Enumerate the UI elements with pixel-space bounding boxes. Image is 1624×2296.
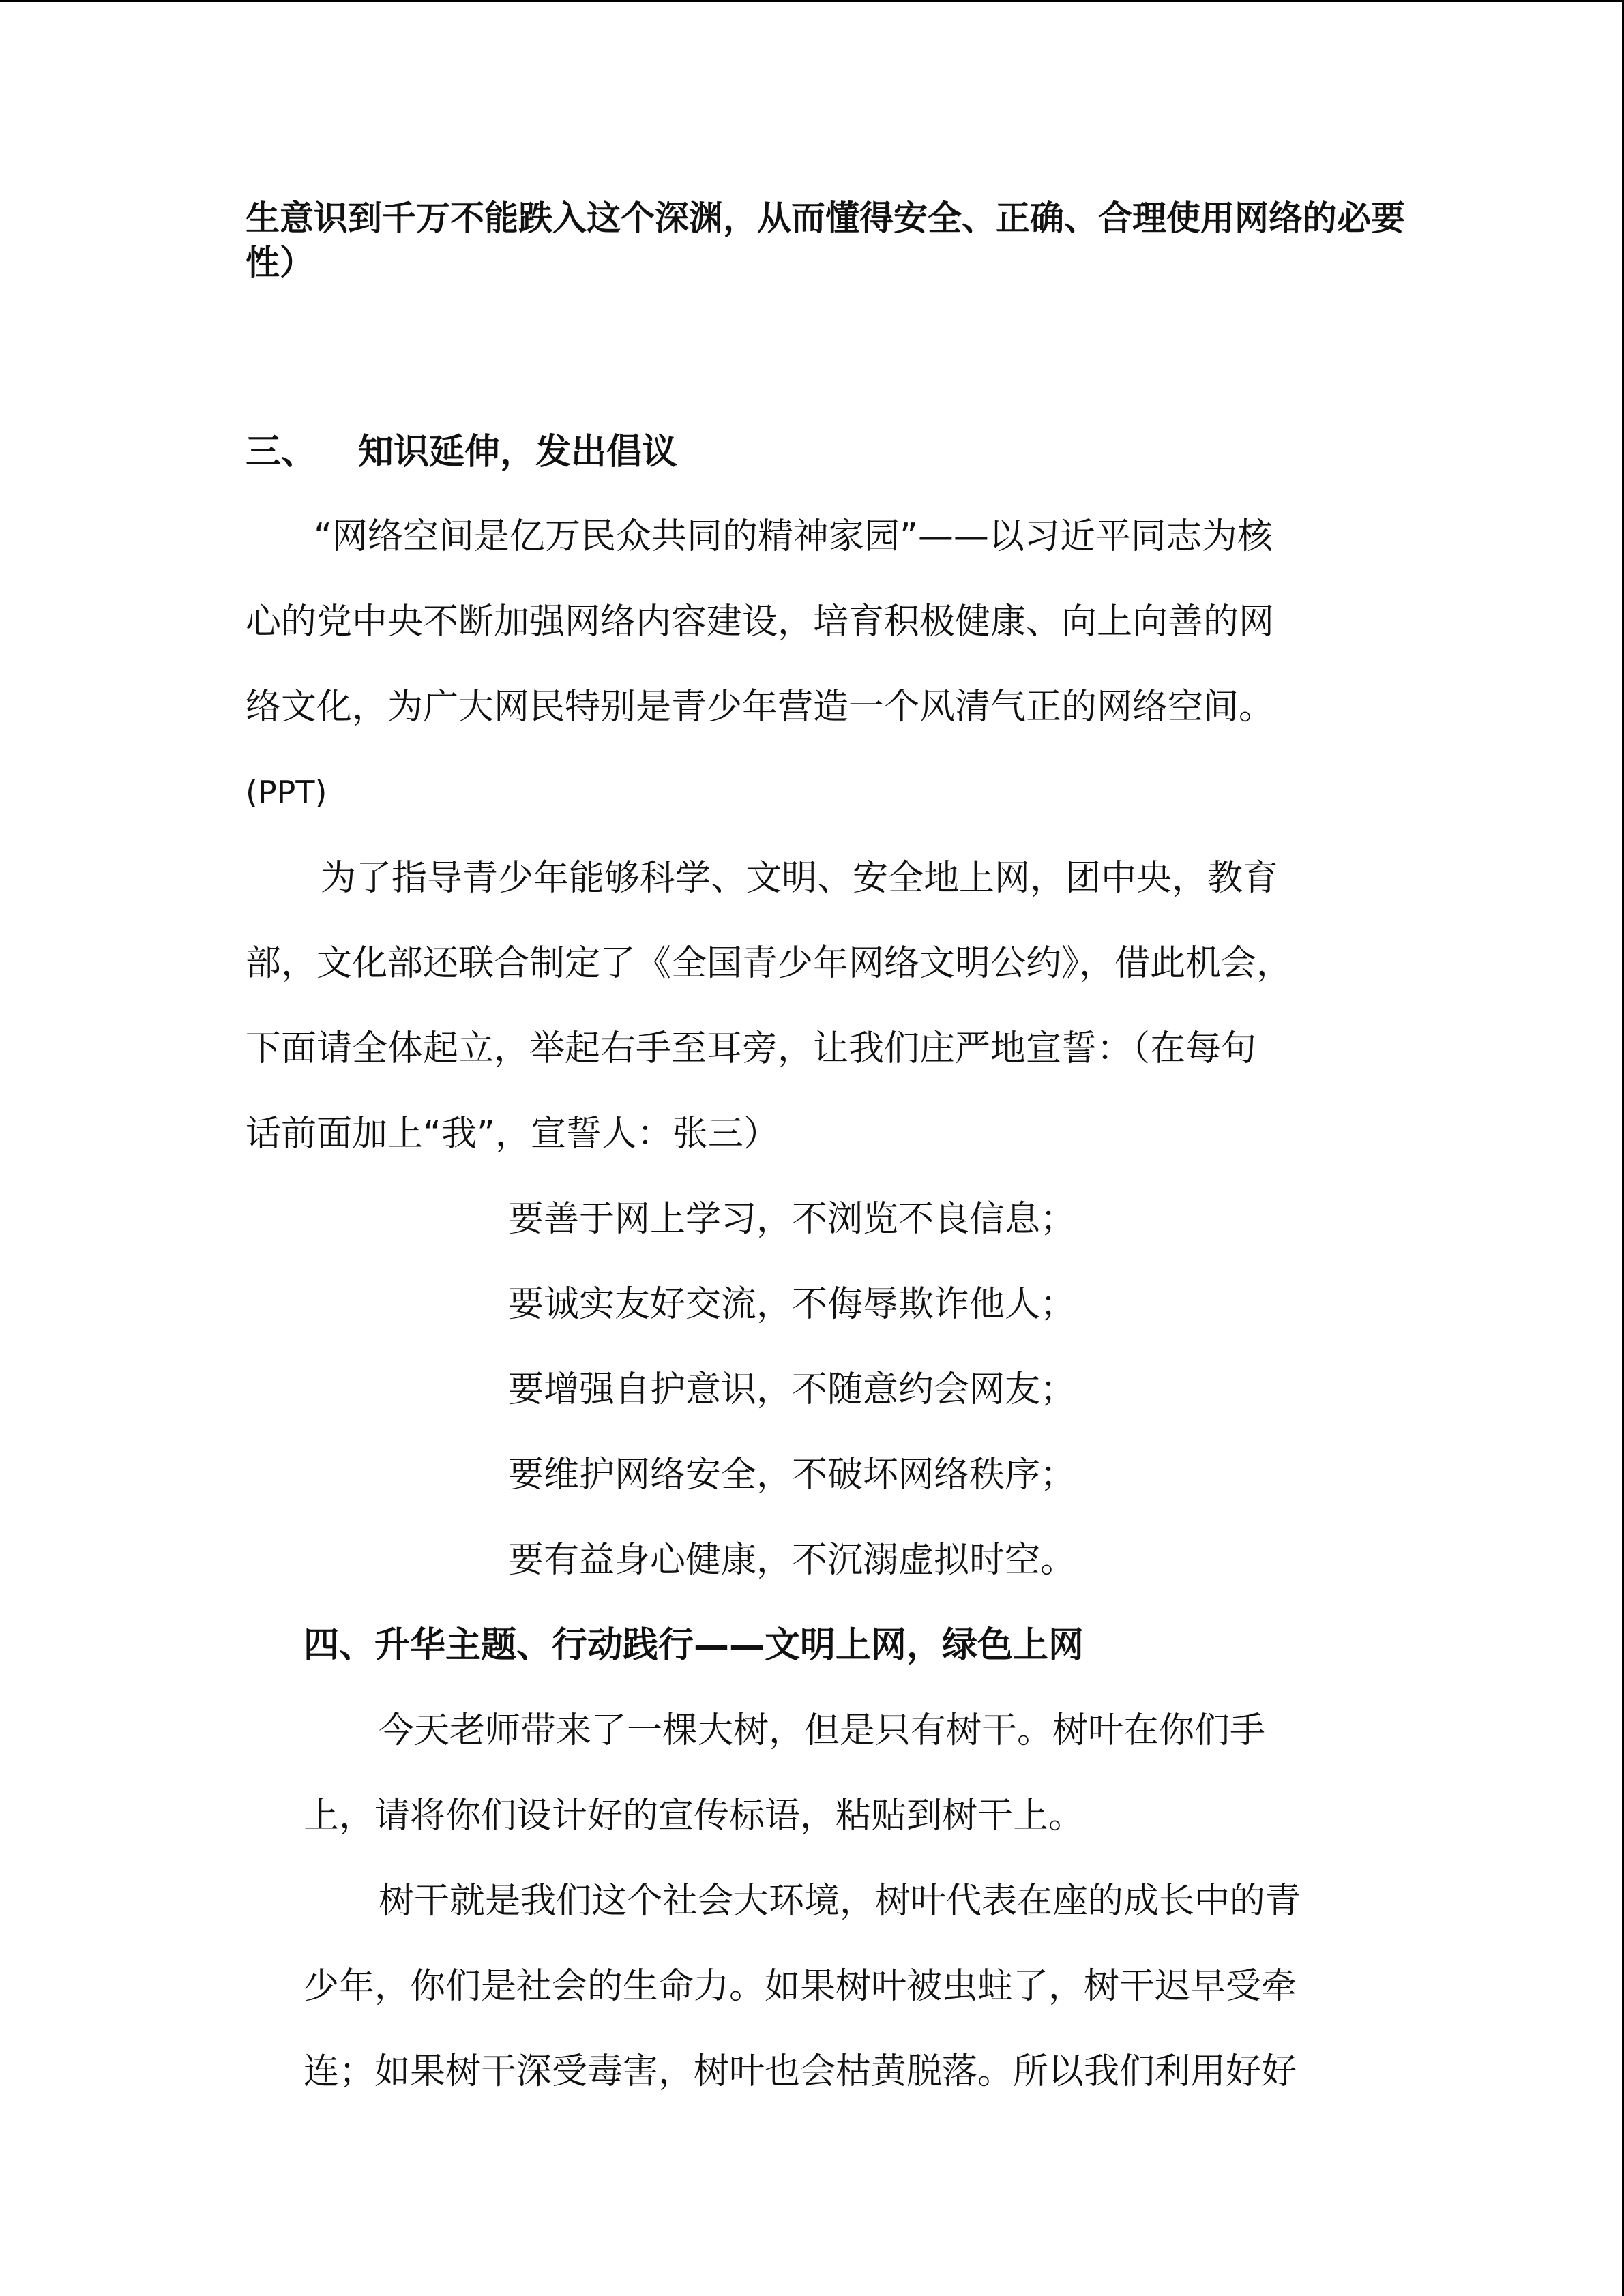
paragraph-4-line: 连；如果树干深受毒害，树叶也会枯黄脱落。所以我们利用好好	[304, 2051, 1297, 2092]
pledge-line: 要诚实友好交流，不侮辱欺诈他人；	[508, 1284, 1076, 1325]
paragraph-1-line: 络文化，为广大网民特别是青少年营造一个风清气正的网络空间。	[246, 687, 1275, 728]
paragraph-2-line: 话前面加上“我”，宣誓人：张三）	[246, 1114, 779, 1154]
pledge-line: 要有益身心健康，不沉溺虚拟时空。	[508, 1540, 1076, 1581]
paragraph-2-line: 为了指导青少年能够科学、文明、安全地上网，团中央，教育	[321, 858, 1279, 899]
intro-line: 生意识到千万不能跌入这个深渊，从而懂得安全、正确、合理使用网络的必要	[246, 198, 1405, 238]
section-3-heading	[246, 428, 928, 476]
paragraph-3-line: 今天老师带来了一棵大树，但是只有树干。树叶在你们手	[379, 1710, 1266, 1751]
intro-line: 性）	[246, 243, 314, 282]
paragraph-4-line: 少年，你们是社会的生命力。如果树叶被虫蛀了，树干迟早受牵	[304, 1966, 1297, 2007]
page-top-border	[0, 0, 1624, 2]
pledge-line: 要增强自护意识，不随意约会网友；	[508, 1369, 1076, 1410]
pledge-line: 要维护网络安全，不破坏网络秩序；	[508, 1455, 1076, 1495]
paragraph-1-line: 心的党中央不断加强网络内容建设，培育积极健康、向上向善的网	[246, 601, 1275, 642]
paragraph-2-line: 部，文化部还联合制定了《全国青少年网络文明公约》，借此机会，	[246, 943, 1293, 984]
section-3-title: 知识延伸，发出倡议	[358, 432, 678, 473]
section-4-heading: 四、升华主题、行动践行——文明上网，绿色上网	[304, 1625, 1084, 1666]
section-3-number: 三、	[246, 432, 317, 473]
paragraph-2-line: 下面请全体起立，举起右手至耳旁，让我们庄严地宣誓：（在每句	[246, 1028, 1257, 1069]
pledge-line: 要善于网上学习，不浏览不良信息；	[508, 1199, 1076, 1240]
paragraph-1-line: “网络空间是亿万民众共同的精神家园”——以习近平同志为核	[314, 516, 1273, 557]
paragraph-3-line: 上，请将你们设计好的宣传标语，粘贴到树干上。	[304, 1795, 1084, 1836]
paragraph-4-line: 树干就是我们这个社会大环境，树叶代表在座的成长中的青	[379, 1881, 1301, 1922]
paragraph-1-line: (PPT)	[246, 774, 327, 811]
